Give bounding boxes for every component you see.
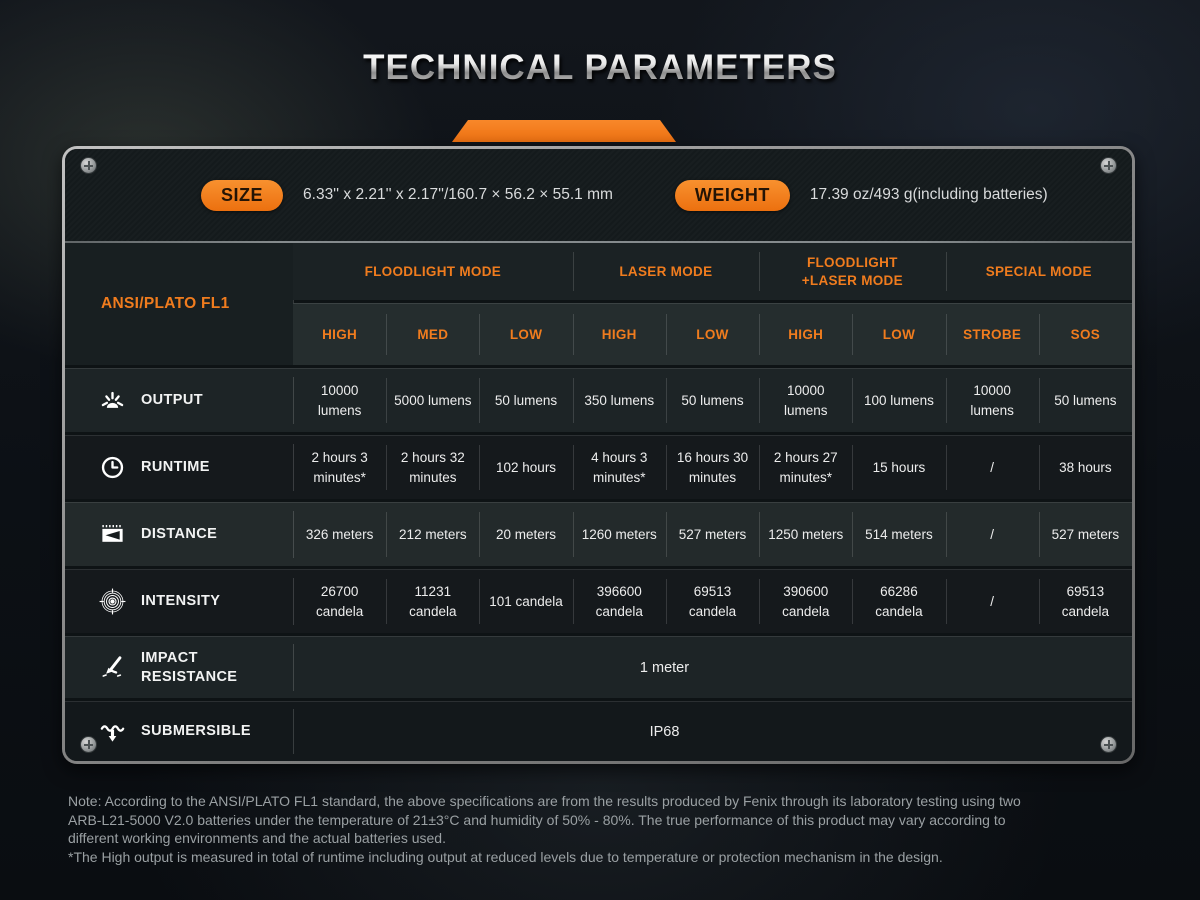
output-value: 50 lumens — [666, 369, 759, 432]
light-output-icon — [99, 387, 126, 414]
screw-icon — [1100, 157, 1117, 174]
mode-subheader-row — [293, 303, 1132, 365]
ansi-plato-label: ANSI/PLATO FL1 — [65, 243, 293, 365]
orange-tab-shape — [452, 120, 676, 142]
submersible-value: IP68 — [293, 702, 1132, 761]
output-value: 50 lumens — [479, 369, 572, 432]
runtime-value: 4 hours 3 minutes* — [573, 436, 666, 499]
footnote-line: *The High output is measured in total of runtime including output at reduced levels due to temperature or protection mechanism in the design. — [68, 848, 943, 865]
subheader-high: HIGH — [759, 304, 852, 365]
size-badge: SIZE — [201, 180, 283, 211]
runtime-value: 38 hours — [1039, 436, 1132, 499]
footnote-line: Note: According to the ANSI/PLATO FL1 standard, the above specifications are from the results produced by Fenix through its laboratory testing using two — [68, 793, 1021, 809]
output-value: 5000 lumens — [386, 369, 479, 432]
intensity-value: / — [946, 570, 1039, 633]
distance-value: / — [946, 503, 1039, 566]
subheader-low: LOW — [666, 304, 759, 365]
row-label: IMPACT RESISTANCE — [141, 650, 238, 685]
intensity-value: 66286 candela — [852, 570, 945, 633]
output-value: 10000 lumens — [317, 382, 362, 418]
intensity-value: 69513 candela — [666, 570, 759, 633]
size-weight-band — [65, 149, 1132, 241]
clock-icon — [99, 454, 126, 481]
table-row-distance — [65, 502, 1132, 566]
distance-value: 514 meters — [852, 503, 945, 566]
impact-resistance-value: 1 meter — [293, 637, 1132, 698]
footnote — [68, 792, 1150, 866]
screw-icon — [80, 157, 97, 174]
runtime-value: 2 hours 3 minutes* — [311, 449, 368, 485]
intensity-value: 101 candela — [479, 570, 572, 633]
intensity-value: 396600 candela — [573, 570, 666, 633]
spec-panel — [62, 146, 1135, 764]
intensity-value: 26700 candela — [315, 583, 364, 619]
runtime-value: 2 hours 32 minutes — [386, 436, 479, 499]
size-value: 6.33'' x 2.21'' x 2.17''/160.7 × 56.2 × 55.1 mm — [303, 186, 613, 203]
submersible-icon — [99, 718, 126, 745]
weight-value: 17.39 oz/493 g(including batteries) — [809, 186, 1048, 203]
mode-group-row — [293, 243, 1132, 300]
table-header — [65, 243, 1132, 365]
distance-value: 1260 meters — [573, 503, 666, 566]
footnote-line: ARB-L21-5000 V2.0 batteries under the temperature of 21±3°C and humidity of 50% - 80%. The true performance of this product may vary according to — [68, 811, 1006, 828]
screw-icon — [1100, 736, 1117, 753]
subheader-low: LOW — [479, 304, 572, 365]
distance-value: 1250 meters — [759, 503, 852, 566]
target-icon — [99, 588, 126, 615]
distance-value: 212 meters — [386, 503, 479, 566]
subheader-med: MED — [386, 304, 479, 365]
subheader-high: HIGH — [322, 326, 358, 342]
spec-table — [65, 243, 1132, 761]
runtime-value: 102 hours — [479, 436, 572, 499]
row-label: DISTANCE — [141, 526, 218, 543]
mode-group-laser: LASER MODE — [573, 243, 759, 300]
page-title: TECHNICAL PARAMETERS — [0, 48, 1200, 88]
runtime-value: / — [946, 436, 1039, 499]
weight-badge: WEIGHT — [675, 180, 790, 211]
row-label: INTENSITY — [141, 593, 221, 610]
runtime-value: 15 hours — [852, 436, 945, 499]
footnote-line: different working environments and the actual batteries used. — [68, 830, 446, 847]
distance-value: 527 meters — [666, 503, 759, 566]
distance-value: 326 meters — [305, 526, 374, 542]
table-row-submersible — [65, 701, 1132, 761]
beam-distance-icon — [99, 521, 126, 548]
subheader-low: LOW — [852, 304, 945, 365]
row-label: SUBMERSIBLE — [141, 723, 251, 740]
output-value: 10000 lumens — [759, 369, 852, 432]
table-row-impact-resistance — [65, 636, 1132, 698]
subheader-high: HIGH — [573, 304, 666, 365]
subheader-strobe: STROBE — [946, 304, 1039, 365]
distance-value: 20 meters — [479, 503, 572, 566]
output-value: 350 lumens — [573, 369, 666, 432]
intensity-value: 69513 candela — [1039, 570, 1132, 633]
distance-value: 527 meters — [1039, 503, 1132, 566]
row-label: RUNTIME — [141, 459, 210, 476]
table-row-output — [65, 368, 1132, 432]
table-row-runtime — [65, 435, 1132, 499]
mode-group-special: SPECIAL MODE — [946, 243, 1132, 300]
output-value: 100 lumens — [852, 369, 945, 432]
subheader-sos: SOS — [1039, 304, 1132, 365]
intensity-value: 390600 candela — [759, 570, 852, 633]
intensity-value: 11231 candela — [386, 570, 479, 633]
mode-group-floodlight-laser: FLOODLIGHT +LASER MODE — [759, 243, 945, 300]
output-value: 50 lumens — [1039, 369, 1132, 432]
row-label: OUTPUT — [141, 392, 204, 409]
runtime-value: 2 hours 27 minutes* — [759, 436, 852, 499]
impact-icon — [99, 654, 126, 681]
output-value: 10000 lumens — [946, 369, 1039, 432]
screw-icon — [80, 736, 97, 753]
mode-group-floodlight: FLOODLIGHT MODE — [364, 263, 502, 279]
table-row-intensity — [65, 569, 1132, 633]
runtime-value: 16 hours 30 minutes — [666, 436, 759, 499]
